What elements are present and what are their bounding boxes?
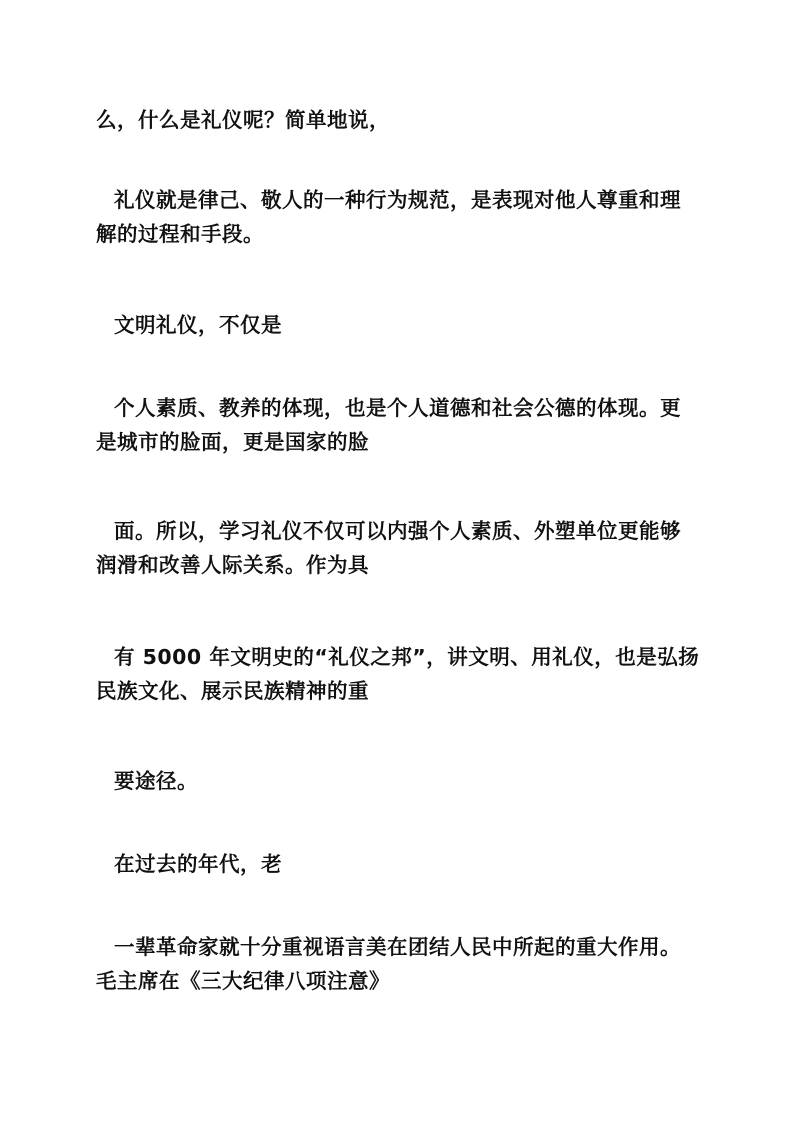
paragraph-line: 个人素质、教养的体现，也是个人道德和社会公德的体现。更 bbox=[114, 396, 681, 420]
paragraph-line: 礼仪就是律己、敬人的一种行为规范，是表现对他人尊重和理 bbox=[114, 188, 681, 212]
paragraph-line: 文明礼仪，不仅是 bbox=[114, 313, 282, 337]
paragraph-1 bbox=[96, 103, 700, 137]
paragraph-line: 解的过程和手段。 bbox=[96, 222, 264, 246]
paragraph-8 bbox=[96, 847, 700, 881]
paragraph-line: 润滑和改善人际关系。作为具 bbox=[96, 553, 369, 577]
paragraph-line: 一辈革命家就十分重视语言美在团结人民中所起的重大作用。 bbox=[114, 935, 681, 959]
paragraph-2 bbox=[96, 183, 700, 251]
paragraph-9 bbox=[96, 930, 700, 998]
paragraph-5 bbox=[96, 514, 700, 582]
paragraph-3 bbox=[96, 308, 700, 342]
paragraph-7 bbox=[96, 764, 700, 798]
paragraph-line: 有 5000 年文明史的“礼仪之邦”，讲文明、用礼仪，也是弘扬 bbox=[114, 645, 700, 669]
paragraph-line: 要途径。 bbox=[114, 769, 198, 793]
paragraph-6 bbox=[96, 640, 700, 708]
paragraph-line: 么，什么是礼仪呢？简单地说， bbox=[96, 108, 390, 132]
paragraph-line: 民族文化、展示民族精神的重 bbox=[96, 679, 369, 703]
paragraph-line: 面。所以，学习礼仪不仅可以内强个人素质、外塑单位更能够 bbox=[114, 519, 681, 543]
paragraph-line: 在过去的年代，老 bbox=[114, 852, 282, 876]
paragraph-line: 是城市的脸面，更是国家的脸 bbox=[96, 430, 369, 454]
paragraph-line: 毛主席在《三大纪律八项注意》 bbox=[96, 969, 390, 993]
paragraph-4 bbox=[96, 391, 700, 459]
